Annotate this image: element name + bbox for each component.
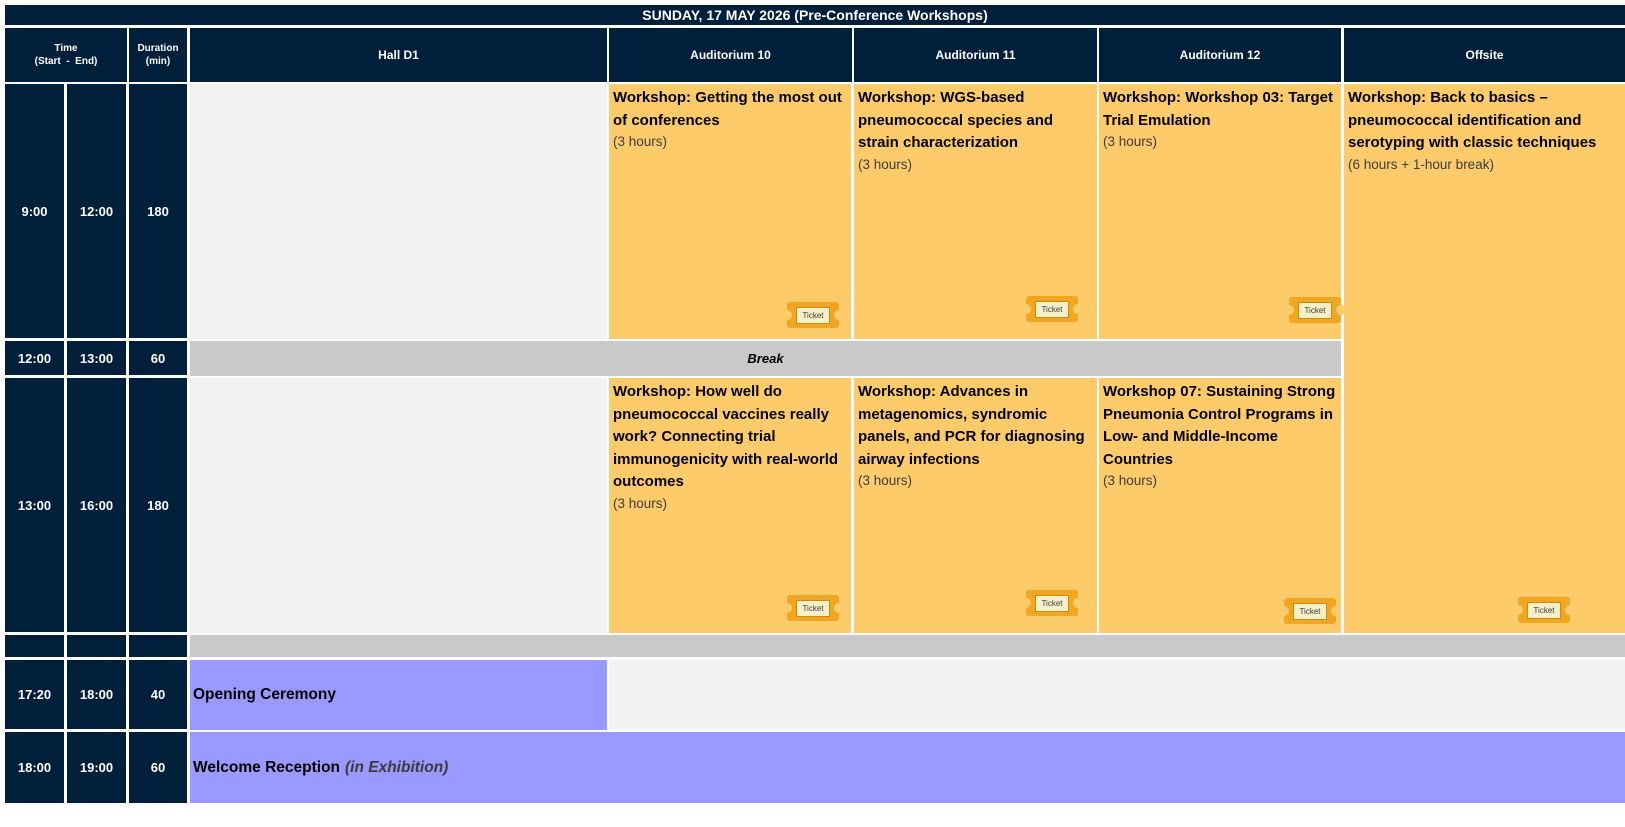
ticket-label: Ticket [1293, 603, 1326, 620]
welcome-reception-session[interactable] [190, 732, 1625, 803]
workshop-card[interactable] [854, 378, 1097, 633]
ticket-label: Ticket [1035, 301, 1068, 318]
workshop-card-offsite[interactable] [1344, 84, 1625, 633]
room-header-auditorium-10: Auditorium 10 [609, 28, 852, 82]
row-duration: 60 [129, 732, 187, 803]
ticket-label: Ticket [796, 307, 829, 324]
room-header-hall-d1: Hall D1 [190, 28, 607, 82]
time-header-sub: (Start - End) [34, 56, 98, 67]
row-end-time: 12:00 [67, 84, 126, 338]
break-bar: Break [190, 341, 1341, 376]
row-duration: 40 [129, 660, 187, 729]
ticket-label: Ticket [796, 600, 829, 617]
row-end-time: 19:00 [67, 732, 126, 803]
empty-slot [609, 660, 1625, 730]
duration-header [129, 28, 187, 82]
ticket-icon[interactable] [1518, 597, 1570, 623]
workshop-card[interactable] [854, 84, 1097, 339]
room-header-auditorium-11: Auditorium 11 [854, 28, 1097, 82]
welcome-reception-label: Welcome Reception [193, 758, 341, 776]
workshop-title: Workshop 07: Sustaining Strong Pneumonia Control Programs in Low- and Middle-Income Countries [1103, 383, 1336, 468]
workshop-duration: (3 hours) [1103, 473, 1158, 488]
ticket-icon[interactable] [787, 595, 839, 621]
row-start-time: 17:20 [5, 660, 64, 729]
row-duration: 180 [129, 378, 187, 632]
separator-bar [190, 635, 1625, 657]
workshop-duration: (3 hours) [613, 495, 668, 511]
duration-header-label: Duration [137, 43, 179, 54]
room-header-offsite: Offsite [1344, 28, 1625, 82]
row-end-time: 13:00 [67, 341, 126, 375]
empty-slot [190, 84, 607, 339]
ticket-icon[interactable] [1026, 590, 1078, 616]
row-duration: 60 [129, 341, 187, 375]
workshop-title: Workshop: How well do pneumococcal vaccines really work? Connecting trial immunogenicity with real-world outcomes [613, 383, 839, 490]
time-header [5, 28, 127, 82]
row-start-time-empty [5, 635, 64, 657]
welcome-reception-note: (in Exhibition) [345, 758, 449, 776]
ticket-icon[interactable] [1026, 296, 1078, 322]
row-end-time: 16:00 [67, 378, 126, 632]
workshop-duration: (3 hours) [858, 473, 913, 488]
opening-ceremony-session[interactable] [190, 660, 607, 730]
ticket-icon[interactable] [1289, 297, 1341, 323]
workshop-title: Workshop: WGS-based pneumococcal species and strain characterization [858, 89, 1054, 151]
ticket-label: Ticket [1527, 602, 1560, 619]
row-duration-empty [129, 635, 187, 657]
row-start-time: 13:00 [5, 378, 64, 632]
row-start-time: 18:00 [5, 732, 64, 803]
row-end-time: 18:00 [67, 660, 126, 729]
row-start-time: 12:00 [5, 341, 64, 375]
workshop-card[interactable] [609, 378, 851, 633]
ticket-label: Ticket [1298, 302, 1331, 319]
workshop-card[interactable] [1099, 84, 1341, 339]
ticket-icon[interactable] [1284, 598, 1336, 624]
empty-slot [190, 378, 607, 633]
workshop-title: Workshop: Back to basics – pneumococcal identification and serotyping with classic techniques [1348, 89, 1597, 151]
workshop-card[interactable] [1099, 378, 1341, 633]
row-duration: 180 [129, 84, 187, 338]
workshop-duration: (6 hours + 1-hour break) [1348, 156, 1494, 172]
ticket-icon[interactable] [787, 302, 839, 328]
workshop-title: Workshop: Workshop 03: Target Trial Emulation [1103, 89, 1334, 129]
workshop-duration: (3 hours) [858, 156, 913, 172]
row-end-time-empty [67, 635, 126, 657]
ticket-label: Ticket [1035, 595, 1068, 612]
workshop-title: Workshop: Getting the most out of conferences [613, 89, 842, 129]
time-header-label: Time [54, 43, 78, 54]
workshop-title: Workshop: Advances in metagenomics, syndromic panels, and PCR for diagnosing airway infections [858, 383, 1085, 468]
duration-header-unit: (min) [145, 56, 171, 67]
workshop-duration: (3 hours) [613, 134, 668, 149]
page-title: SUNDAY, 17 MAY 2026 (Pre-Conference Workshops) [5, 5, 1625, 25]
workshop-duration: (3 hours) [1103, 134, 1158, 149]
row-start-time: 9:00 [5, 84, 64, 338]
workshop-card[interactable] [609, 84, 851, 339]
room-header-auditorium-12: Auditorium 12 [1099, 28, 1341, 82]
opening-ceremony-label: Opening Ceremony [193, 686, 336, 703]
